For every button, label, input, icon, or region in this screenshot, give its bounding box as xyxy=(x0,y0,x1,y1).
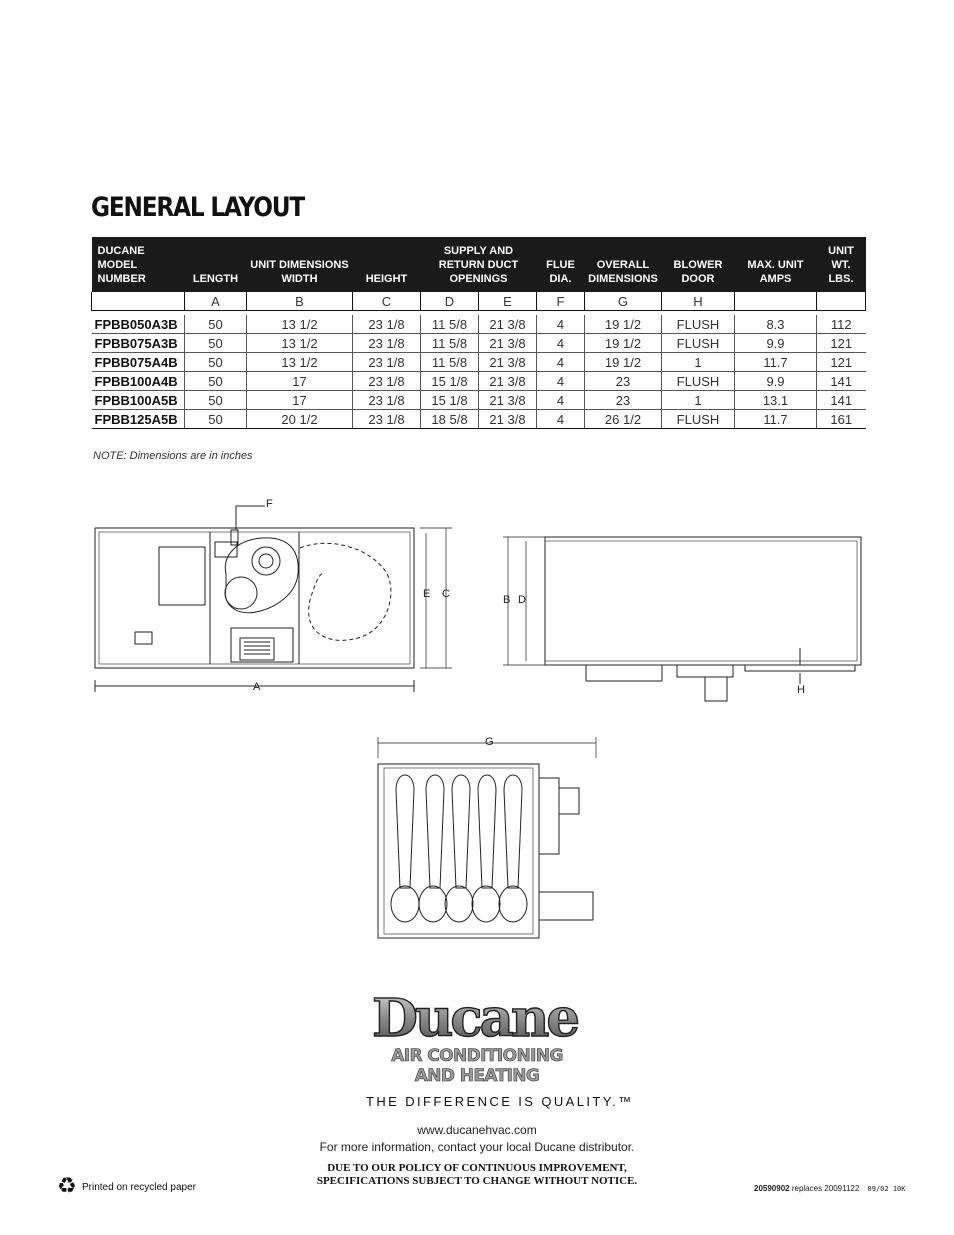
brand-tagline: THE DIFFERENCE IS QUALITY.™ xyxy=(366,1094,634,1109)
table-row: FPBB075A4B 50 13 1/2 23 1/8 11 5/8 21 3/8 4 19 1/2 1 11.7 121 xyxy=(92,353,866,372)
dimensions-note: NOTE: Dimensions are in inches xyxy=(93,450,253,462)
logo-wordmark: Ducane xyxy=(372,988,578,1044)
letter-a: A xyxy=(185,292,247,311)
website-link[interactable]: www.ducanehvac.com xyxy=(417,1123,537,1137)
top-view-drawing xyxy=(378,737,596,938)
table-row: FPBB050A3B 50 13 1/2 23 1/8 11 5/8 21 3/8 4 19 1/2 FLUSH 8.3 112 xyxy=(92,315,866,334)
recycle-icon: ♻ xyxy=(57,1173,77,1198)
label-a: A xyxy=(253,681,261,693)
letter-h: H xyxy=(661,292,734,311)
header-height: HEIGHT xyxy=(353,237,421,292)
table-row: FPBB075A3B 50 13 1/2 23 1/8 11 5/8 21 3/8 4 19 1/2 FLUSH 9.9 121 xyxy=(92,334,866,353)
side-view-drawing xyxy=(503,537,861,701)
letter-c: C xyxy=(353,292,421,311)
ducane-logo xyxy=(370,988,588,1044)
label-e: E xyxy=(423,588,431,600)
distributor-info: For more information, contact your local Ducane distributor. xyxy=(319,1140,635,1154)
letter-f: F xyxy=(536,292,584,311)
table-row: FPBB125A5B 50 20 1/2 23 1/8 18 5/8 21 3/8 4 26 1/2 FLUSH 11.7 161 xyxy=(92,410,866,429)
letter-e: E xyxy=(478,292,536,311)
document-number: 20590902 replaces 20091122 09/02 10K xyxy=(754,1184,906,1193)
label-f: F xyxy=(266,498,273,510)
header-weight: UNIT WT. LBS. xyxy=(816,237,865,292)
letter-g: G xyxy=(584,292,661,311)
header-overall: OVERALL DIMENSIONS xyxy=(584,237,661,292)
label-g: G xyxy=(485,736,494,748)
header-flue: FLUE DIA. xyxy=(536,237,584,292)
label-c: C xyxy=(442,588,450,600)
label-d: D xyxy=(518,594,526,606)
front-view-drawing xyxy=(95,506,452,692)
table-row: FPBB100A5B 50 17 23 1/8 15 1/8 21 3/8 4 23 1 13.1 141 xyxy=(92,391,866,410)
letter-b: B xyxy=(247,292,353,311)
table-row: FPBB100A4B 50 17 23 1/8 15 1/8 21 3/8 4 23 FLUSH 9.9 141 xyxy=(92,372,866,391)
label-h: H xyxy=(797,684,805,696)
label-b: B xyxy=(503,594,511,606)
header-blower: BLOWER DOOR xyxy=(661,237,734,292)
header-width: UNIT DIMENSIONS WIDTH xyxy=(247,237,353,292)
header-supply-return: SUPPLY AND RETURN DUCT OPENINGS xyxy=(421,237,537,292)
recycled-paper-text: Printed on recycled paper xyxy=(82,1182,196,1193)
logo-subline: AIR CONDITIONING AND HEATING xyxy=(391,1046,563,1086)
letter-d: D xyxy=(421,292,479,311)
header-length: LENGTH xyxy=(185,237,247,292)
page-title: GENERAL LAYOUT xyxy=(91,192,305,223)
header-model: DUCANE MODEL NUMBER xyxy=(92,237,185,292)
header-amps: MAX. UNIT AMPS xyxy=(734,237,816,292)
policy-statement: DUE TO OUR POLICY OF CONTINUOUS IMPROVEMENT, SPECIFICATIONS SUBJECT TO CHANGE WITHOUT NOTICE. xyxy=(316,1162,638,1187)
